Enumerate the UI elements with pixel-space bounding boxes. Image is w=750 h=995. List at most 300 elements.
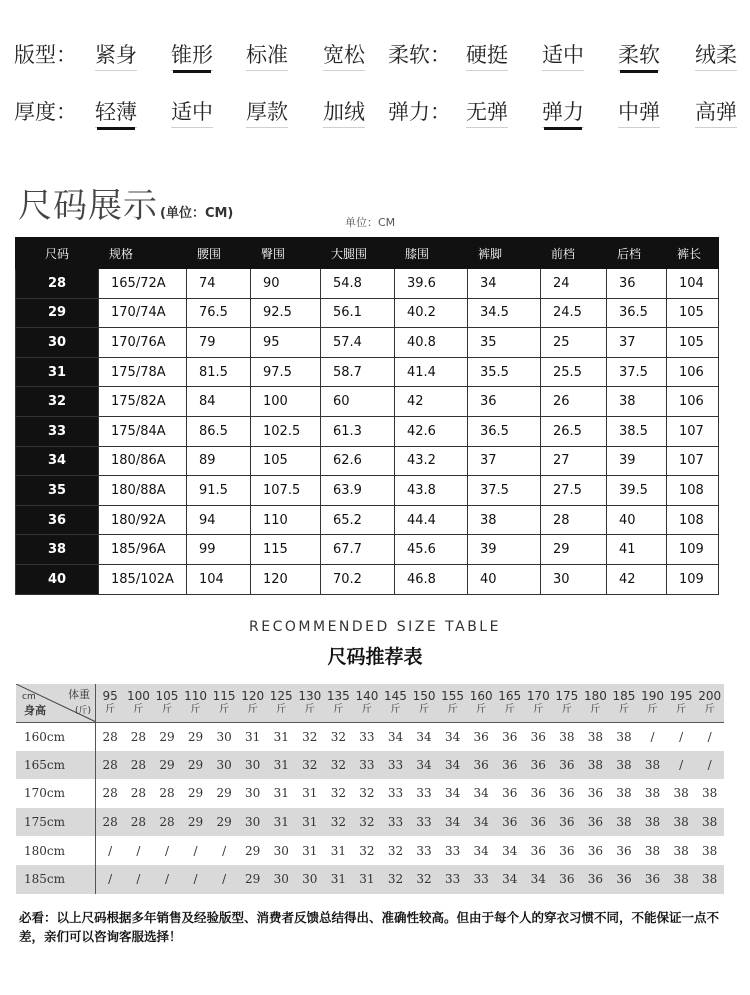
size-value-cell: 36.5 xyxy=(468,416,541,446)
height-cell: 160cm xyxy=(16,722,96,751)
size-value-cell: 106 xyxy=(667,357,719,387)
size-header-cell: 臀围 xyxy=(251,238,321,269)
size-label-cell: 40 xyxy=(16,564,99,594)
weight-unit: 斤 xyxy=(647,703,658,715)
recommend-size-cell: 32 xyxy=(353,808,382,837)
recommend-size-cell: 38 xyxy=(559,729,575,744)
recommend-table-header xyxy=(16,684,724,722)
size-value-cell: 60 xyxy=(321,387,395,417)
weight-header-cell xyxy=(353,684,382,722)
recommend-size-cell: 36 xyxy=(581,865,610,894)
recommend-size-cell: 36 xyxy=(638,865,667,894)
option-no-stretch: 无弹 xyxy=(466,97,508,128)
weight-header-cell xyxy=(467,684,496,722)
size-label-cell: 32 xyxy=(16,387,99,417)
weight-value: 160 xyxy=(469,688,493,703)
recommend-size-cell: 31 xyxy=(324,865,353,894)
recommend-size-cell: 33 xyxy=(359,729,375,744)
size-value-cell: 46.8 xyxy=(395,564,468,594)
size-value-cell: 57.4 xyxy=(321,328,395,358)
recommend-size-cell: 34 xyxy=(473,843,489,858)
recommend-size-cell: 30 xyxy=(216,729,232,744)
weight-value: 165 xyxy=(498,688,522,703)
recommend-size-cell: 29 xyxy=(187,729,204,744)
size-value-cell: 76.5 xyxy=(187,298,251,328)
recommend-size-cell: 28 xyxy=(102,786,118,801)
recommend-size-cell: 32 xyxy=(381,865,410,894)
size-value-cell: 40 xyxy=(607,505,667,535)
recommend-size-cell: 32 xyxy=(324,751,353,780)
recommend-size-cell: 36 xyxy=(473,729,489,744)
size-value-cell: 108 xyxy=(667,476,719,506)
recommend-size-cell: 34 xyxy=(438,751,467,780)
recommend-size-cell: 38 xyxy=(616,729,632,744)
recommend-size-cell: 36 xyxy=(524,751,553,780)
size-value-cell: 41 xyxy=(607,535,667,565)
size-value-cell: 36 xyxy=(607,269,667,299)
weight-value: 115 xyxy=(212,688,236,703)
recommend-title-cn: 尺码推荐表 xyxy=(327,646,423,668)
weight-unit: 斤 xyxy=(419,703,430,715)
recommend-size-cell: 36 xyxy=(553,865,582,894)
size-value-cell: 26.5 xyxy=(541,416,607,446)
size-table-header xyxy=(16,238,719,269)
weight-value: 155 xyxy=(441,688,465,703)
weight-header-cell xyxy=(124,684,153,722)
option-velvety: 绒柔 xyxy=(695,40,737,71)
size-value-cell: 74 xyxy=(187,269,251,299)
recommend-size-cell: 29 xyxy=(216,786,232,801)
size-value-cell: 35 xyxy=(468,328,541,358)
recommend-size-cell: 36 xyxy=(559,786,575,801)
recommend-size-cell: 34 xyxy=(495,865,524,894)
weight-header-cell xyxy=(296,684,325,722)
weight-header-cell xyxy=(638,684,667,722)
recommend-size-cell: 30 xyxy=(210,751,239,780)
size-table-row xyxy=(16,357,719,387)
weight-unit: 斤 xyxy=(333,703,344,715)
size-table-row xyxy=(16,269,719,299)
size-header-cell: 前档 xyxy=(541,238,607,269)
size-value-cell: 104 xyxy=(187,564,251,594)
recommend-size-cell: 30 xyxy=(245,786,261,801)
recommend-size-cell: 32 xyxy=(359,786,375,801)
option-soft: 柔软 xyxy=(618,40,660,71)
size-value-cell: 26 xyxy=(541,387,607,417)
recommend-size-cell: 34 xyxy=(444,786,461,801)
weight-unit: 斤 xyxy=(704,703,715,715)
recommend-size-cell: 33 xyxy=(381,808,410,837)
weight-value: 130 xyxy=(298,688,322,703)
weight-unit: 斤 xyxy=(161,703,172,715)
weight-value: 200 xyxy=(698,688,722,703)
option-thick: 厚款 xyxy=(246,97,288,128)
size-value-cell: 105 xyxy=(251,446,321,476)
weight-unit: 斤 xyxy=(504,703,515,715)
size-value-cell: 102.5 xyxy=(251,416,321,446)
size-value-cell: 107 xyxy=(667,416,719,446)
weight-header-cell xyxy=(495,684,524,722)
size-table-row xyxy=(16,535,719,565)
option-tight: 紧身 xyxy=(95,40,137,71)
recommend-row xyxy=(16,722,724,751)
size-value-cell: 24 xyxy=(541,269,607,299)
size-header-cell: 尺码 xyxy=(16,238,99,269)
recommend-size-cell: 28 xyxy=(153,808,182,837)
recommend-row xyxy=(16,836,724,865)
recommend-size-cell: 34 xyxy=(438,808,467,837)
weight-unit: 斤 xyxy=(447,703,458,715)
recommend-size-cell: 32 xyxy=(387,843,404,858)
recommend-size-cell: 33 xyxy=(353,751,382,780)
recommend-row xyxy=(16,751,724,780)
weight-header-cell xyxy=(553,684,582,722)
weight-value: 100 xyxy=(126,688,150,703)
size-table-row xyxy=(16,505,719,535)
recommend-size-cell: 32 xyxy=(330,729,346,744)
weight-value: 105 xyxy=(155,688,179,703)
weight-header-cell xyxy=(324,684,353,722)
weight-unit: 斤 xyxy=(304,703,315,715)
recommend-size-cell: 31 xyxy=(267,751,296,780)
recommend-size-cell: / xyxy=(679,729,684,744)
recommend-size-cell: 29 xyxy=(153,751,182,780)
size-value-cell: 107 xyxy=(667,446,719,476)
recommend-size-cell: 32 xyxy=(324,808,353,837)
size-value-cell: 30 xyxy=(541,564,607,594)
size-label-cell: 36 xyxy=(16,505,99,535)
size-value-cell: 54.8 xyxy=(321,269,395,299)
size-label-cell: 33 xyxy=(16,416,99,446)
size-value-cell: 185/96A xyxy=(99,535,187,565)
size-label-cell: 34 xyxy=(16,446,99,476)
size-value-cell: 104 xyxy=(667,269,719,299)
size-table-body xyxy=(16,269,719,595)
recommend-row xyxy=(16,808,724,837)
weight-unit: 斤 xyxy=(247,703,258,715)
recommend-size-cell: 33 xyxy=(467,865,496,894)
recommend-size-cell: 36 xyxy=(530,729,546,744)
recommend-size-cell: 29 xyxy=(159,729,175,744)
weight-unit: 斤 xyxy=(561,703,572,715)
size-value-cell: 42 xyxy=(395,387,468,417)
recommend-size-cell: 33 xyxy=(410,808,439,837)
size-value-cell: 39.6 xyxy=(395,269,468,299)
weight-header-cell xyxy=(610,684,639,722)
recommend-size-cell: 38 xyxy=(702,843,718,858)
size-value-cell: 42 xyxy=(607,564,667,594)
size-header-cell: 裤长 xyxy=(667,238,719,269)
corner-weight-label: 体重 xyxy=(68,688,91,701)
recommend-size-cell: 28 xyxy=(124,751,153,780)
size-value-cell: 39 xyxy=(607,446,667,476)
size-value-cell: 175/78A xyxy=(99,357,187,387)
option-loose: 宽松 xyxy=(323,40,365,71)
height-cell: 185cm xyxy=(16,865,96,894)
size-value-cell: 108 xyxy=(667,505,719,535)
weight-unit: 斤 xyxy=(105,703,116,715)
recommend-size-cell: 38 xyxy=(667,865,696,894)
size-value-cell: 62.6 xyxy=(321,446,395,476)
size-value-cell: 43.8 xyxy=(395,476,468,506)
size-value-cell: 25.5 xyxy=(541,357,607,387)
weight-unit: 斤 xyxy=(276,703,287,715)
recommend-size-cell: 31 xyxy=(353,865,382,894)
weight-value: 140 xyxy=(355,688,379,703)
weight-unit: 斤 xyxy=(190,703,201,715)
recommend-size-cell: 30 xyxy=(267,865,296,894)
weight-unit: 斤 xyxy=(219,703,230,715)
recommend-size-cell: 31 xyxy=(302,786,318,801)
size-value-cell: 97.5 xyxy=(251,357,321,387)
height-cell: 165cm xyxy=(16,751,96,780)
size-value-cell: 110 xyxy=(251,505,321,535)
weight-header-cell xyxy=(695,684,724,722)
faint-unit-label: 单位：CM xyxy=(345,216,396,229)
weight-value: 120 xyxy=(241,688,265,703)
recommend-size-cell: 38 xyxy=(610,808,639,837)
recommend-size-cell: 31 xyxy=(273,786,289,801)
size-value-cell: 185/102A xyxy=(99,564,187,594)
recommend-size-cell: 38 xyxy=(667,808,696,837)
weight-value: 110 xyxy=(184,688,207,703)
recommend-size-cell: 29 xyxy=(181,808,210,837)
recommend-size-cell: 36 xyxy=(530,843,546,858)
option-standard: 标准 xyxy=(246,40,288,71)
recommend-size-cell: 28 xyxy=(130,729,147,744)
size-value-cell: 27.5 xyxy=(541,476,607,506)
recommend-size-cell: 31 xyxy=(296,808,325,837)
recommend-size-cell: / xyxy=(210,865,239,894)
option-fleece: 加绒 xyxy=(323,97,365,128)
size-value-cell: 38.5 xyxy=(607,416,667,446)
size-value-cell: 37.5 xyxy=(607,357,667,387)
size-header-cell: 后档 xyxy=(607,238,667,269)
size-value-cell: 92.5 xyxy=(251,298,321,328)
recommend-size-cell: / xyxy=(164,843,169,858)
option-stiff: 硬挺 xyxy=(466,40,508,71)
size-value-cell: 100 xyxy=(251,387,321,417)
size-table-row xyxy=(16,387,719,417)
size-value-cell: 120 xyxy=(251,564,321,594)
size-label-cell: 35 xyxy=(16,476,99,506)
recommend-size-cell: 32 xyxy=(410,865,439,894)
recommend-size-cell: 28 xyxy=(124,808,153,837)
recommend-size-cell: / xyxy=(222,843,227,858)
recommend-size-cell: 29 xyxy=(245,843,261,858)
corner-height-label: 身高 xyxy=(24,703,46,717)
size-table-row xyxy=(16,416,719,446)
size-header-cell: 大腿围 xyxy=(321,238,395,269)
recommend-size-cell: 38 xyxy=(702,786,718,801)
recommend-size-cell: 32 xyxy=(302,729,318,744)
recommend-size-cell: 31 xyxy=(273,729,289,744)
size-value-cell: 79 xyxy=(187,328,251,358)
size-value-cell: 99 xyxy=(187,535,251,565)
size-header-cell: 裤脚 xyxy=(468,238,541,269)
size-value-cell: 106 xyxy=(667,387,719,417)
size-value-cell: 94 xyxy=(187,505,251,535)
recommend-size-cell: 30 xyxy=(238,751,267,780)
footnote: 必看：以上尺码根据多年销售及经验版型、消费者反馈总结得出、准确性较高。但由于每个人的穿衣习惯不同，不能保证一点不差，亲们可以咨询客服选择！ xyxy=(19,910,720,944)
size-value-cell: 36 xyxy=(468,387,541,417)
recommend-size-cell: 36 xyxy=(495,751,524,780)
recommend-size-cell: 34 xyxy=(444,729,461,744)
size-value-cell: 58.7 xyxy=(321,357,395,387)
recommend-size-cell: 36 xyxy=(587,786,604,801)
height-cell: 175cm xyxy=(16,808,96,837)
recommend-size-cell: 32 xyxy=(296,751,325,780)
recommend-size-cell: 28 xyxy=(96,751,125,780)
size-value-cell: 37 xyxy=(468,446,541,476)
weight-header-cell xyxy=(524,684,553,722)
recommend-size-cell: 28 xyxy=(96,808,125,837)
recommend-size-cell: 36 xyxy=(616,843,632,858)
recommend-size-cell: 30 xyxy=(238,808,267,837)
recommend-size-cell: 36 xyxy=(581,808,610,837)
label-stretch: 弹力： xyxy=(388,100,451,124)
size-value-cell: 42.6 xyxy=(395,416,468,446)
recommend-size-cell: 38 xyxy=(638,751,667,780)
weight-header-cell xyxy=(381,684,410,722)
recommend-size-cell: 33 xyxy=(444,843,461,858)
size-value-cell: 38 xyxy=(607,387,667,417)
weight-value: 125 xyxy=(269,688,293,703)
recommend-size-cell: 31 xyxy=(245,729,261,744)
recommend-size-cell: 36 xyxy=(553,751,582,780)
label-thickness: 厚度： xyxy=(14,100,77,124)
recommend-size-cell: 38 xyxy=(673,786,689,801)
size-value-cell: 84 xyxy=(187,387,251,417)
recommend-size-cell: 32 xyxy=(359,843,375,858)
corner-jin-label: (斤) xyxy=(75,705,92,716)
recommend-size-cell: 36 xyxy=(559,843,575,858)
recommend-size-cell: 33 xyxy=(438,865,467,894)
recommend-size-cell: 38 xyxy=(581,751,610,780)
weight-value: 150 xyxy=(412,688,436,703)
size-display-title xyxy=(18,178,233,227)
size-value-cell: 105 xyxy=(667,298,719,328)
size-header-cell: 规格 xyxy=(99,238,187,269)
height-cell: 180cm xyxy=(16,836,96,865)
weight-header-cell xyxy=(410,684,439,722)
option-medium-thickness: 适中 xyxy=(171,97,213,128)
weight-header-cell xyxy=(181,684,210,722)
weight-unit: 斤 xyxy=(476,703,487,715)
size-value-cell: 40.8 xyxy=(395,328,468,358)
recommend-size-cell: 38 xyxy=(616,786,632,801)
recommend-size-cell: 33 xyxy=(381,751,410,780)
recommend-size-cell: 34 xyxy=(502,843,518,858)
size-value-cell: 165/72A xyxy=(99,269,187,299)
weight-header-cell xyxy=(153,684,182,722)
recommend-size-cell: 38 xyxy=(638,808,667,837)
recommend-size-cell: 36 xyxy=(524,808,553,837)
corner-cell xyxy=(16,684,96,722)
size-value-cell: 107.5 xyxy=(251,476,321,506)
recommend-size-cell: 36 xyxy=(587,843,604,858)
recommend-size-cell: / xyxy=(650,729,655,744)
size-value-cell: 37 xyxy=(607,328,667,358)
size-value-cell: 63.9 xyxy=(321,476,395,506)
weight-unit: 斤 xyxy=(390,703,401,715)
size-value-cell: 41.4 xyxy=(395,357,468,387)
recommend-size-cell: 34 xyxy=(416,729,432,744)
recommend-size-cell: 29 xyxy=(238,865,267,894)
recommend-size-cell: 38 xyxy=(644,843,661,858)
size-value-cell: 90 xyxy=(251,269,321,299)
option-high-stretch: 高弹 xyxy=(695,97,737,128)
size-value-cell: 40.2 xyxy=(395,298,468,328)
weight-header-cell xyxy=(210,684,239,722)
weight-unit: 斤 xyxy=(533,703,544,715)
size-value-cell: 91.5 xyxy=(187,476,251,506)
recommend-size-cell: 29 xyxy=(181,751,210,780)
weight-unit: 斤 xyxy=(618,703,629,715)
weight-value: 185 xyxy=(612,688,636,703)
weight-header-cell xyxy=(438,684,467,722)
size-value-cell: 39 xyxy=(468,535,541,565)
recommend-size-cell: 33 xyxy=(416,786,432,801)
recommend-size-cell: 36 xyxy=(467,751,496,780)
size-value-cell: 24.5 xyxy=(541,298,607,328)
size-table-row xyxy=(16,564,719,594)
size-value-cell: 175/82A xyxy=(99,387,187,417)
size-value-cell: 105 xyxy=(667,328,719,358)
size-value-cell: 109 xyxy=(667,564,719,594)
size-value-cell: 27 xyxy=(541,446,607,476)
recommend-size-cell: 29 xyxy=(210,808,239,837)
size-value-cell: 180/88A xyxy=(99,476,187,506)
attr-row-fit-softness xyxy=(0,40,750,80)
option-moderate-soft: 适中 xyxy=(542,40,584,71)
weight-value: 175 xyxy=(555,688,579,703)
recommend-size-cell: 34 xyxy=(467,808,496,837)
recommend-size-cell: 31 xyxy=(267,808,296,837)
recommend-size-cell: 36 xyxy=(530,786,546,801)
size-value-cell: 89 xyxy=(187,446,251,476)
recommend-size-cell: 31 xyxy=(302,843,318,858)
recommend-table-body xyxy=(16,684,724,894)
size-value-cell: 28 xyxy=(541,505,607,535)
recommend-size-cell: / xyxy=(153,865,182,894)
option-thin: 轻薄 xyxy=(95,97,137,128)
recommend-size-cell: 33 xyxy=(416,843,432,858)
size-value-cell: 70.2 xyxy=(321,564,395,594)
weight-header-cell xyxy=(267,684,296,722)
size-value-cell: 34 xyxy=(468,269,541,299)
weight-value: 170 xyxy=(526,688,550,703)
size-value-cell: 95 xyxy=(251,328,321,358)
weight-value: 145 xyxy=(384,688,407,703)
label-fit: 版型： xyxy=(14,43,77,67)
size-value-cell: 180/92A xyxy=(99,505,187,535)
size-value-cell: 43.2 xyxy=(395,446,468,476)
recommend-size-cell: / xyxy=(108,843,113,858)
recommend-size-cell: 38 xyxy=(644,786,661,801)
recommend-size-cell: 36 xyxy=(502,786,518,801)
size-label-cell: 28 xyxy=(16,269,99,299)
option-mid-stretch: 中弹 xyxy=(618,97,660,128)
size-value-cell: 38 xyxy=(468,505,541,535)
option-tapered: 锥形 xyxy=(171,40,213,71)
weight-header-cell xyxy=(667,684,696,722)
size-value-cell: 56.1 xyxy=(321,298,395,328)
size-value-cell: 34.5 xyxy=(468,298,541,328)
size-value-cell: 25 xyxy=(541,328,607,358)
recommend-row xyxy=(16,779,724,808)
size-table xyxy=(15,237,719,595)
